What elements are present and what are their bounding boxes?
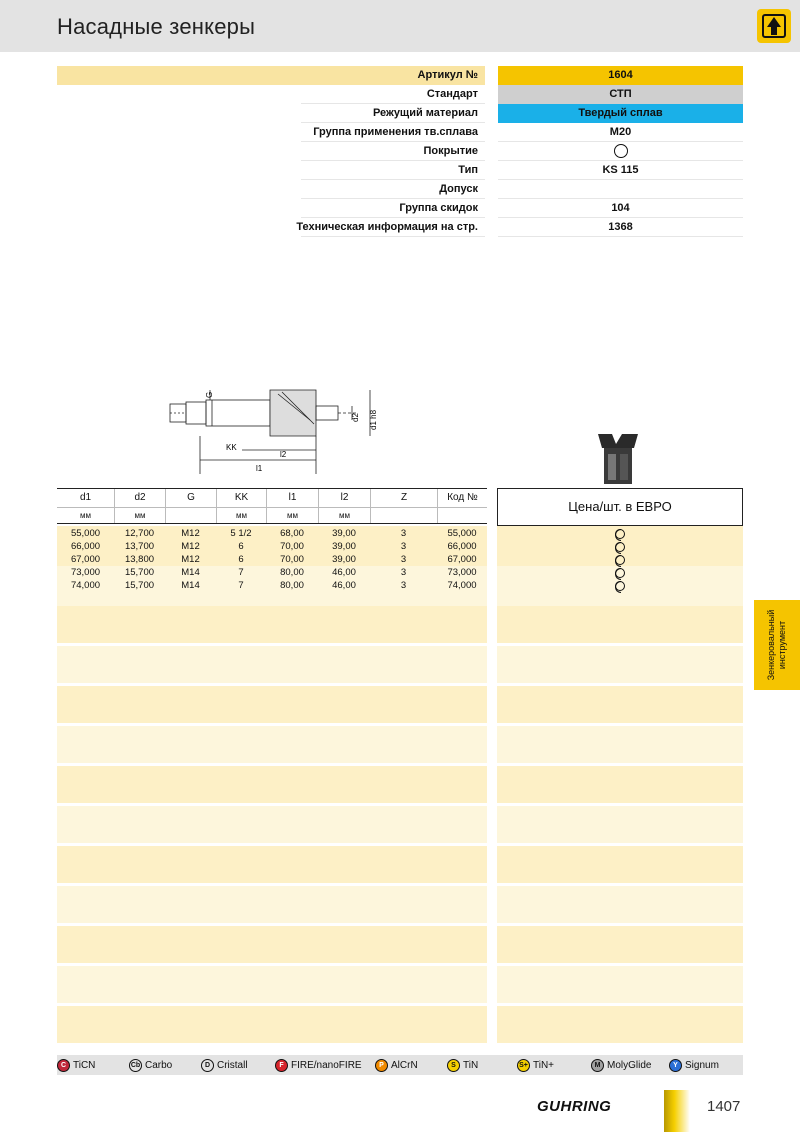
property-label: Техническая информация на стр.: [296, 221, 478, 233]
availability-icon: [615, 581, 625, 591]
table-cell: 68,00: [280, 528, 304, 539]
drawing-label-kk: KK: [226, 443, 237, 452]
price-cell[interactable]: [497, 553, 743, 566]
legend-item: [57, 1059, 129, 1072]
empty-price-band: [497, 686, 743, 723]
section-tab[interactable]: [754, 600, 800, 690]
table-cell: 66,000: [447, 541, 477, 552]
table-cell: M12: [181, 528, 200, 539]
legend-label: Signum: [685, 1059, 719, 1071]
empty-price-band: [497, 846, 743, 883]
table-cell: 13,700: [124, 541, 155, 552]
price-column-header: Цена/шт. в ЕВРО: [497, 488, 743, 526]
price-cell[interactable]: [497, 527, 743, 540]
empty-price-band: [497, 966, 743, 1003]
legend-label: FIRE/nanoFIRE: [291, 1059, 362, 1071]
table-row: [57, 566, 487, 579]
table-cell: 80,00: [280, 580, 304, 591]
property-divider: [301, 236, 485, 237]
table-header-row: [57, 488, 487, 507]
empty-band: [57, 846, 487, 883]
page-strip: [664, 1090, 690, 1132]
property-row: [57, 161, 743, 180]
property-value: [498, 180, 743, 199]
legend-label: TiN+: [533, 1059, 555, 1071]
drawing-label-d1: d1 h8: [369, 409, 378, 430]
table-cell: M14: [181, 567, 200, 578]
table-cell: 74,000: [70, 580, 101, 591]
empty-band: [57, 926, 487, 963]
table-cell: M14: [181, 580, 200, 591]
property-row: [57, 142, 743, 161]
column-header: l2: [318, 489, 370, 507]
property-value: СТП: [498, 85, 743, 104]
table-cell: 3: [400, 528, 407, 539]
legend-label: TiN: [463, 1059, 479, 1071]
drawing-label-l2: l2: [280, 450, 287, 459]
availability-icon: [615, 555, 625, 565]
table-row: [57, 527, 487, 540]
empty-price-band: [497, 606, 743, 643]
empty-band: [57, 1006, 487, 1043]
property-label: Артикул №: [417, 69, 478, 81]
table-cell: 55,000: [447, 528, 477, 539]
table-cell: 12,700: [124, 528, 155, 539]
empty-band: [57, 726, 487, 763]
availability-icon: [615, 568, 625, 578]
property-value: 104: [611, 202, 630, 214]
empty-price-band: [497, 726, 743, 763]
empty-band: [57, 766, 487, 803]
column-header: l1: [266, 489, 318, 507]
property-label: Группа применения тв.сплава: [313, 126, 478, 138]
table-cell: M12: [181, 541, 200, 552]
empty-price-band: [497, 646, 743, 683]
property-row: [57, 123, 743, 142]
legend-item: [129, 1059, 201, 1072]
table-cell: 15,700: [124, 580, 155, 591]
legend-label: MolyGlide: [607, 1059, 652, 1071]
table-cell: 3: [400, 580, 407, 591]
drawing-label-l1: l1: [256, 464, 263, 473]
table-cell: 6: [238, 554, 244, 565]
coating-badge-icon: C: [57, 1059, 70, 1072]
property-value: 1368: [608, 221, 633, 233]
table-cell: 13,800: [124, 554, 155, 565]
column-unit: мм: [318, 508, 370, 523]
price-cells: [497, 527, 743, 592]
legend-item: [591, 1059, 669, 1072]
property-value: Твердый сплав: [498, 104, 743, 123]
column-unit: мм: [216, 508, 266, 523]
empty-price-band: [497, 926, 743, 963]
coating-badge-icon: P: [375, 1059, 388, 1072]
coating-none-icon: [614, 144, 628, 158]
empty-price-band: [497, 806, 743, 843]
coating-badge-icon: Y: [669, 1059, 682, 1072]
table-cell: M12: [181, 554, 200, 565]
page-number: 1407: [707, 1098, 741, 1115]
table-cell: 3: [400, 554, 407, 565]
table-cell: 66,000: [70, 541, 101, 552]
table-cell: 6: [238, 541, 244, 552]
legend-label: Carbo: [145, 1059, 173, 1071]
table-cell: 15,700: [124, 567, 155, 578]
section-tab-line2: инструмент: [777, 620, 787, 670]
column-header: Код №: [437, 489, 487, 507]
price-cell[interactable]: [497, 579, 743, 592]
property-row: [57, 104, 743, 123]
empty-band: [57, 646, 487, 683]
property-label: Группа скидок: [399, 202, 478, 214]
dimensions-table: [57, 488, 487, 524]
empty-band: [57, 606, 487, 643]
page-title: Насадные зенкеры: [57, 14, 256, 39]
coating-badge-icon: S+: [517, 1059, 530, 1072]
coating-badge-icon: F: [275, 1059, 288, 1072]
coating-badge-icon: M: [591, 1059, 604, 1072]
column-header: d1: [79, 492, 92, 503]
column-unit: мм: [114, 508, 165, 523]
property-row: [57, 218, 743, 237]
legend-item: [275, 1059, 375, 1072]
property-label: Покрытие: [423, 145, 478, 157]
coating-badge-icon: S: [447, 1059, 460, 1072]
property-value-divider: [498, 236, 743, 237]
price-cell[interactable]: [497, 566, 743, 579]
drawing-label-d2: d2: [351, 413, 360, 422]
legend-item: [375, 1059, 447, 1072]
table-row: [57, 540, 487, 553]
table-cell: 46,00: [332, 580, 356, 591]
column-unit: [437, 508, 487, 523]
property-label: Режущий материал: [372, 107, 478, 119]
guhring-logo-icon: [757, 9, 791, 43]
property-value: [498, 142, 743, 161]
page-header: [0, 0, 800, 52]
table-cell: 73,000: [70, 567, 101, 578]
properties-table: [57, 66, 743, 237]
product-photo: [594, 430, 642, 486]
column-header: Z: [370, 489, 437, 507]
coating-legend: [57, 1055, 743, 1075]
table-cell: 67,000: [70, 554, 101, 565]
legend-item: [201, 1059, 275, 1072]
empty-band: [57, 966, 487, 1003]
column-header: d2: [114, 489, 165, 507]
table-row: [57, 579, 487, 592]
property-value: M20: [609, 126, 632, 138]
table-cell: 67,000: [447, 554, 477, 565]
section-tab-line1: Зенкеровальный: [766, 609, 776, 681]
property-row: [57, 85, 743, 104]
table-cell: 39,00: [332, 528, 356, 539]
empty-price-band: [497, 1006, 743, 1043]
table-cell: 39,00: [332, 554, 356, 565]
column-unit: мм: [80, 511, 91, 520]
legend-label: Cristall: [217, 1059, 248, 1071]
property-row: [57, 66, 743, 85]
property-row: [57, 199, 743, 218]
table-cell: 55,000: [70, 528, 101, 539]
legend-label: AlCrN: [391, 1059, 418, 1071]
property-label: Стандарт: [426, 88, 478, 100]
table-units-row: [57, 507, 487, 524]
drawing-label-g: G: [205, 391, 214, 398]
table-row: [57, 553, 487, 566]
table-cell: 70,00: [280, 554, 304, 565]
legend-item: [669, 1059, 729, 1072]
table-cell: 3: [400, 567, 407, 578]
property-label: Тип: [458, 164, 478, 176]
column-header: KK: [216, 489, 266, 507]
empty-band: [57, 686, 487, 723]
table-cell: 3: [400, 541, 407, 552]
column-header: G: [165, 489, 216, 507]
property-value: KS 115: [602, 164, 639, 176]
availability-icon: [615, 529, 625, 539]
legend-label: TiCN: [73, 1059, 96, 1071]
table-body: [57, 527, 487, 592]
empty-price-band: [497, 886, 743, 923]
table-cell: 7: [238, 567, 244, 578]
table-cell: 70,00: [280, 541, 304, 552]
empty-band: [57, 886, 487, 923]
table-cell: 5 1/2: [230, 528, 252, 539]
column-unit: [370, 508, 437, 523]
coating-badge-icon: D: [201, 1059, 214, 1072]
empty-band: [57, 806, 487, 843]
table-cell: 39,00: [332, 541, 356, 552]
empty-price-band: [497, 766, 743, 803]
property-value: 1604: [498, 66, 743, 85]
table-cell: 80,00: [280, 567, 304, 578]
property-label: Допуск: [439, 183, 478, 195]
technical-drawing: [160, 380, 390, 480]
coating-badge-icon: Cb: [129, 1059, 142, 1072]
legend-item: [447, 1059, 517, 1072]
table-cell: 74,000: [447, 580, 477, 591]
column-unit: [165, 508, 216, 523]
table-cell: 46,00: [332, 567, 356, 578]
legend-item: [517, 1059, 591, 1072]
table-cell: 73,000: [447, 567, 477, 578]
column-unit: мм: [266, 508, 318, 523]
brand-logo: GUHRING: [537, 1098, 612, 1115]
property-row: [57, 180, 743, 199]
table-cell: 7: [238, 580, 244, 591]
price-cell[interactable]: [497, 540, 743, 553]
availability-icon: [615, 542, 625, 552]
